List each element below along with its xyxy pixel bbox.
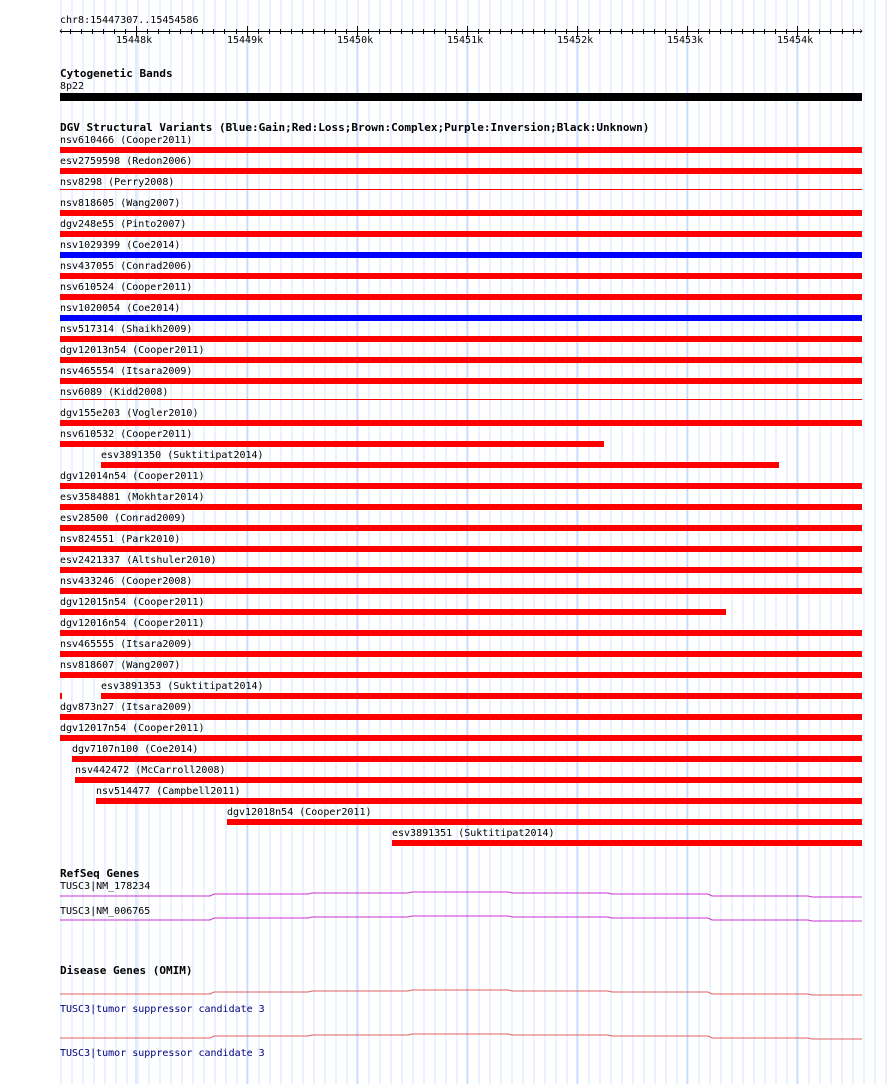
refseq-gene-label[interactable]: TUSC3|NM_006765: [60, 906, 151, 917]
dgv-variant-label[interactable]: nsv818605 (Wang2007): [60, 198, 181, 209]
dgv-variant-label[interactable]: nsv6089 (Kidd2008): [60, 387, 169, 398]
dgv-variant-label[interactable]: dgv12013n54 (Cooper2011): [60, 345, 205, 356]
dgv-variant-label[interactable]: nsv514477 (Campbell2011): [96, 786, 241, 797]
omim-gene-structure[interactable]: [60, 990, 862, 995]
dgv-variant-label[interactable]: dgv7107n100 (Coe2014): [72, 744, 199, 755]
dgv-variant-label[interactable]: dgv12014n54 (Cooper2011): [60, 471, 205, 482]
ruler-tick-label: 15451k: [447, 35, 484, 46]
dgv-variant-label[interactable]: esv2421337 (Altshuler2010): [60, 555, 217, 566]
dgv-variant-label[interactable]: dgv873n27 (Itsara2009): [60, 702, 193, 713]
dgv-variant-label[interactable]: esv2759598 (Redon2006): [60, 156, 193, 167]
dgv-variant-label[interactable]: dgv12015n54 (Cooper2011): [60, 597, 205, 608]
dgv-variant-label[interactable]: nsv818607 (Wang2007): [60, 660, 181, 671]
dgv-variant-label[interactable]: esv3891353 (Suktitipat2014): [101, 681, 264, 692]
dgv-variant-label[interactable]: dgv155e203 (Vogler2010): [60, 408, 199, 419]
dgv-variant-label[interactable]: nsv433246 (Cooper2008): [60, 576, 193, 587]
dgv-variant-label[interactable]: esv3891350 (Suktitipat2014): [101, 450, 264, 461]
ruler-arrow-left: ‹: [58, 26, 65, 37]
dgv-variant-label[interactable]: nsv1029399 (Coe2014): [60, 240, 181, 251]
omim-gene-structure[interactable]: [60, 1034, 862, 1039]
dgv-variant-label[interactable]: esv3891351 (Suktitipat2014): [392, 828, 555, 839]
dgv-variant-label[interactable]: nsv610466 (Cooper2011): [60, 135, 193, 146]
dgv-variant-label[interactable]: esv3584881 (Mokhtar2014): [60, 492, 205, 503]
omim-gene-label[interactable]: TUSC3|tumor suppressor candidate 3: [60, 1048, 265, 1059]
omim-track-title: Disease Genes (OMIM): [60, 964, 193, 977]
dgv-variant-label[interactable]: dgv12018n54 (Cooper2011): [227, 807, 372, 818]
dgv-variant-label[interactable]: nsv465554 (Itsara2009): [60, 366, 193, 377]
dgv-variant-label[interactable]: dgv248e55 (Pinto2007): [60, 219, 187, 230]
ruler-tick-label: 15454k: [777, 35, 814, 46]
ruler-tick-label: 15452k: [557, 35, 594, 46]
dgv-variant-label[interactable]: nsv437055 (Conrad2006): [60, 261, 193, 272]
dgv-variant-label[interactable]: nsv517314 (Shaikh2009): [60, 324, 193, 335]
omim-gene-label[interactable]: TUSC3|tumor suppressor candidate 3: [60, 1004, 265, 1015]
refseq-gene-structure[interactable]: [60, 892, 862, 897]
location-label: chr8:15447307..15454586: [60, 15, 199, 26]
dgv-variant-label[interactable]: dgv12017n54 (Cooper2011): [60, 723, 205, 734]
ruler-tick-label: 15449k: [227, 35, 264, 46]
dgv-track-title: DGV Structural Variants (Blue:Gain;Red:Loss;Brown:Complex;Purple:Inversion;Black:Unknown): [60, 121, 650, 134]
ruler-tick-label: 15450k: [337, 35, 374, 46]
dgv-variant-label[interactable]: nsv1020054 (Coe2014): [60, 303, 181, 314]
refseq-gene-structure[interactable]: [60, 916, 862, 921]
dgv-variant-label[interactable]: nsv610524 (Cooper2011): [60, 282, 193, 293]
ruler-tick-label: 15448k: [116, 35, 153, 46]
cyto-band-label: 8p22: [60, 81, 85, 92]
ruler-tick-label: 15453k: [667, 35, 704, 46]
dgv-variant-label[interactable]: dgv12016n54 (Cooper2011): [60, 618, 205, 629]
dgv-variant-label[interactable]: esv28500 (Conrad2009): [60, 513, 187, 524]
cyto-track-title: Cytogenetic Bands: [60, 67, 173, 80]
dgv-variant-label[interactable]: nsv610532 (Cooper2011): [60, 429, 193, 440]
refseq-gene-label[interactable]: TUSC3|NM_178234: [60, 881, 151, 892]
refseq-track-title: RefSeq Genes: [60, 867, 140, 880]
dgv-variant-label[interactable]: nsv465555 (Itsara2009): [60, 639, 193, 650]
dgv-variant-label[interactable]: nsv442472 (McCarroll2008): [75, 765, 226, 776]
dgv-variant-label[interactable]: nsv8298 (Perry2008): [60, 177, 175, 188]
ruler-arrow-right: ›: [858, 26, 865, 37]
dgv-variant-label[interactable]: nsv824551 (Park2010): [60, 534, 181, 545]
